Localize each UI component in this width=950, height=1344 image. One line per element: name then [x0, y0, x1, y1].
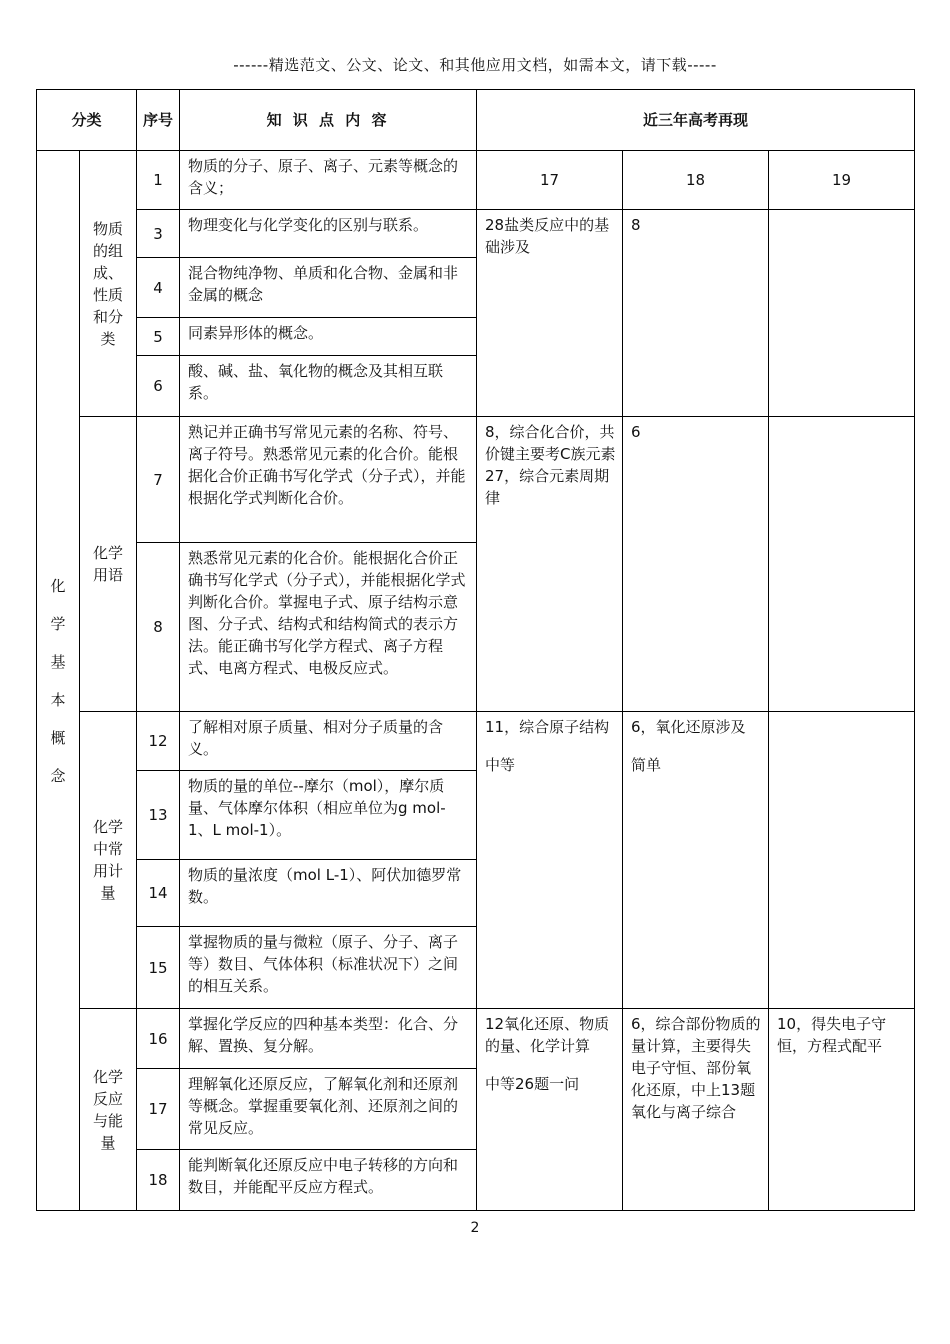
exam-17-cell: [477, 712, 623, 1009]
content-cell: 物质的量浓度（mol L-1）、阿伏加德罗常数。: [180, 860, 477, 927]
seq-cell: 17: [137, 1069, 180, 1150]
exam-19-cell: 10，得失电子守恒，方程式配平: [769, 1009, 915, 1211]
seq-cell: 13: [137, 771, 180, 860]
exam-17-cell: [477, 1009, 623, 1211]
group-name: 化学中常用计量: [80, 712, 137, 1009]
seq-cell: 3: [137, 210, 180, 258]
content-cell: 酸、碱、盐、氧化物的概念及其相互联系。: [180, 356, 477, 417]
seq-cell: 5: [137, 318, 180, 356]
exam-18-cell: [623, 712, 769, 1009]
page-number: 2: [470, 1220, 480, 1236]
seq-cell: 8: [137, 543, 180, 712]
seq-cell: 4: [137, 258, 180, 318]
exam-18-difficulty: 简单: [631, 756, 662, 774]
group-name: 物质的组成、性质和分类: [80, 151, 137, 417]
table-row: [37, 1009, 915, 1069]
main-category-text: 化学基本概念: [50, 576, 66, 785]
header-exams: 近三年高考再现: [477, 90, 915, 151]
content-cell: 掌握物质的量与微粒（原子、分子、离子等）数目、气体体积（标准状况下）之间的相互关系。: [180, 927, 477, 1009]
seq-cell: 6: [137, 356, 180, 417]
content-cell: 熟记并正确书写常见元素的名称、符号、离子符号。熟悉常见元素的化合价。能根据化合价正确书写化学式（分子式），并能根据化学式判断化合价。: [180, 417, 477, 543]
exam-19-cell: [769, 210, 915, 417]
content-cell: 物理变化与化学变化的区别与联系。: [180, 210, 477, 258]
exam-17-cell: 8，综合化合价，共价键主要考C族元素27，综合元素周期律: [477, 417, 623, 712]
header-seq: 序号: [137, 90, 180, 151]
spacer: [631, 738, 762, 754]
main-category: [37, 151, 80, 1211]
year-header: 18: [623, 151, 769, 210]
table-row: [37, 210, 915, 258]
content-cell: 混合物纯净物、单质和化合物、金属和非金属的概念: [180, 258, 477, 318]
exam-18-cell: 6，综合部份物质的量计算，主要得失电子守恒、部份氧化还原，中上13题氧化与离子综合: [623, 1009, 769, 1211]
exam-17-difficulty: 中等26题一问: [485, 1075, 580, 1093]
exam-19-cell: [769, 417, 915, 712]
content-cell: 掌握化学反应的四种基本类型：化合、分解、置换、复分解。: [180, 1009, 477, 1069]
header-category: 分类: [37, 90, 137, 151]
group-name: 化学用语: [80, 417, 137, 712]
table-row: [37, 712, 915, 771]
seq-cell: 18: [137, 1150, 180, 1211]
exam-19-cell: [769, 712, 915, 1009]
content-cell: 了解相对原子质量、相对分子质量的含义。: [180, 712, 477, 771]
seq-cell: 7: [137, 417, 180, 543]
content-cell: 能判断氧化还原反应中电子转移的方向和数目，并能配平反应方程式。: [180, 1150, 477, 1211]
content-cell: 理解氧化还原反应，了解氧化剂和还原剂等概念。掌握重要氧化剂、还原剂之间的常见反应。: [180, 1069, 477, 1150]
exam-18-cell: 8: [623, 210, 769, 417]
exam-17-main: 11，综合原子结构: [485, 718, 610, 736]
header-row: [37, 90, 915, 151]
document-header: ------精选范文、公文、论文、和其他应用文档，如需本文，请下载-----: [233, 56, 717, 74]
year-header: 19: [769, 151, 915, 210]
content-cell: 物质的量的单位--摩尔（mol），摩尔质量、气体摩尔体积（相应单位为g mol-1、L mol-1）。: [180, 771, 477, 860]
header-content: 知 识 点 内 容: [180, 90, 477, 151]
seq-cell: 15: [137, 927, 180, 1009]
spacer: [485, 1057, 616, 1073]
content-cell: 熟悉常见元素的化合价。能根据化合价正确书写化学式（分子式），并能根据化学式判断化合价。掌握电子式、原子结构示意图、分子式、结构式和结构简式的表示方法。能正确书写化学方程式、离子方程式、电离方程式、电极反应式。: [180, 543, 477, 712]
exam-17-main: 12氧化还原、物质的量、化学计算: [485, 1015, 610, 1055]
content-cell: 物质的分子、原子、离子、元素等概念的含义；: [180, 151, 477, 210]
seq-cell: 14: [137, 860, 180, 927]
knowledge-table: [36, 89, 915, 1211]
table-row: [37, 151, 915, 210]
seq-cell: 16: [137, 1009, 180, 1069]
exam-17-difficulty: 中等: [485, 756, 516, 774]
seq-cell: 12: [137, 712, 180, 771]
spacer: [485, 738, 616, 754]
exam-18-main: 6，氧化还原涉及: [631, 718, 746, 736]
exam-17-cell: 28盐类反应中的基础涉及: [477, 210, 623, 417]
group-name: 化学反应与能量: [80, 1009, 137, 1211]
exam-18-cell: 6: [623, 417, 769, 712]
table-row: [37, 417, 915, 543]
content-cell: 同素异形体的概念。: [180, 318, 477, 356]
year-header: 17: [477, 151, 623, 210]
seq-cell: 1: [137, 151, 180, 210]
